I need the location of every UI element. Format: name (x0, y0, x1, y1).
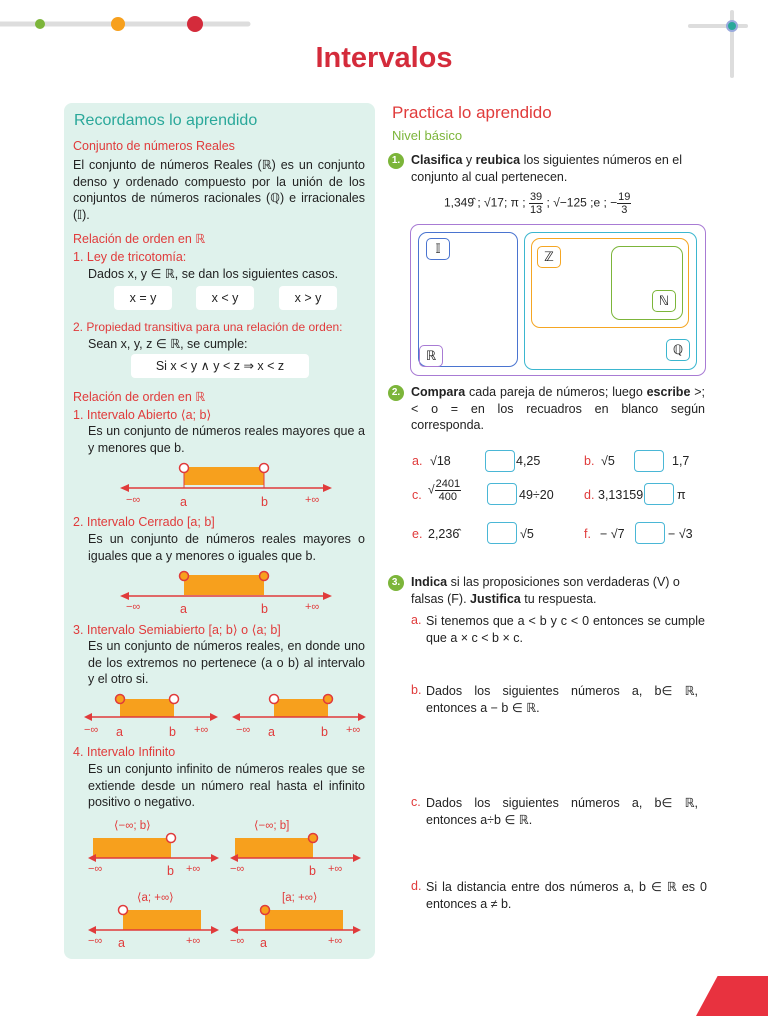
minf-label: −∞ (84, 724, 99, 736)
q3b-text: Dados los siguientes números a, b∈ ℝ, entonces a − b ∈ ℝ. (426, 684, 698, 715)
set-Z-label: ℤ (537, 246, 561, 268)
minf-label: −∞ (230, 935, 245, 947)
q2e-left: 2,236̂ (428, 527, 460, 541)
infinite-interval-title: 4. Intervalo Infinito (73, 745, 176, 759)
closed-interval-text: Es un conjunto de números reales mayores o iguales que a y menores o iguales que b. (88, 532, 365, 563)
page-title: Intervalos (315, 42, 453, 74)
q3c-label: c. (411, 795, 421, 809)
case-greater: x > y (279, 286, 337, 310)
semiopen-interval-title: 3. Intervalo Semiabierto [a; b⟩ o ⟨a; b] (73, 623, 281, 637)
inf-label-closed-right: [a; +∞⟩ (282, 892, 318, 904)
q2e-right: √5 (520, 527, 534, 541)
pinf-label: +∞ (328, 863, 343, 875)
minf-label: −∞ (88, 935, 103, 947)
b-label: b (261, 495, 268, 509)
q2b-answer-box[interactable] (634, 450, 664, 472)
b-label: b (309, 864, 316, 878)
progress-decoration (0, 14, 260, 34)
practice-heading: Practica lo aprendido (392, 103, 552, 122)
minf-label: −∞ (126, 494, 141, 506)
infinite-diagram-2 (230, 830, 366, 864)
semiopen-interval-text: Es un conjunto de números reales, en donde uno de los extremos no pertenece (a o b) al intervalo y el otro si. (88, 639, 365, 686)
q3d-text: Si la distancia entre dos números a, b ∈ ℝ es 0 entonces a ≠ b. (426, 880, 707, 911)
case-less: x < y (196, 286, 254, 310)
corner-decoration (696, 976, 768, 1016)
q3b-label: b. (411, 683, 422, 697)
pinf-label: +∞ (194, 724, 209, 736)
a-label: a (268, 725, 275, 739)
q2c-right: 49÷20 (519, 488, 554, 502)
recap-heading: Recordamos lo aprendido (74, 112, 258, 129)
q3a-label: a. (411, 613, 422, 627)
q2e-label: e. (412, 527, 423, 541)
q3c-text: Dados los siguientes números a, b∈ ℝ, entonces a÷b ∈ ℝ. (426, 796, 698, 827)
q2d-left: 3,13159 (598, 488, 644, 502)
minf-label: −∞ (126, 601, 141, 613)
b-label: b (169, 725, 176, 739)
q2f-answer-box[interactable] (635, 522, 665, 544)
q2b-left: √5 (601, 454, 615, 468)
pinf-label: +∞ (305, 494, 320, 506)
open-interval-title: 1. Intervalo Abierto ⟨a; b⟩ (73, 408, 212, 422)
order-title: Relación de orden en ℝ (73, 232, 206, 246)
infinite-interval-text: Es un conjunto infinito de números reales que se extiende desde un número real hasta el infinito positivo o negativo. (88, 762, 365, 809)
q2a-left: √18 (430, 454, 451, 468)
level-label: Nivel básico (392, 128, 463, 143)
q2d-right: π (677, 488, 686, 502)
minf-label: −∞ (230, 863, 245, 875)
inf-label-open-left: ⟨−∞; b⟩ (114, 820, 151, 832)
q1-number: 1. (388, 153, 404, 169)
a-label: a (118, 936, 125, 950)
q2c-left: √ $\frac{2401}{400}$ (428, 478, 461, 503)
intervals-title: Relación de orden en ℝ (73, 390, 206, 404)
q2-text: Compara cada pareja de números; luego escribe >; < o = en los recuadros en blanco según corresponda. (411, 385, 705, 432)
infinite-diagram-4 (230, 902, 366, 936)
closed-interval-title: 2. Intervalo Cerrado [a; b] (73, 515, 215, 529)
q2a-right: 4,25 (516, 454, 541, 468)
pinf-label: +∞ (346, 724, 361, 736)
semiopen-diagram-right (232, 692, 368, 726)
pinf-label: +∞ (305, 601, 320, 613)
b-label: b (167, 864, 174, 878)
transitive-text: Sean x, y, z ∈ ℝ, se cumple: (88, 337, 248, 351)
q3-text: Indica si las proposiciones son verdaderas (V) o falsas (F). Justifica tu respuesta. (411, 575, 680, 606)
q2f-right: − √3 (668, 527, 693, 541)
a-label: a (116, 725, 123, 739)
q1-text: Clasifica y reubica los siguientes números en el conjunto al cual pertenecen. (411, 153, 682, 184)
b-label: b (321, 725, 328, 739)
set-I-label: 𝕀 (426, 238, 450, 260)
pinf-label: +∞ (186, 863, 201, 875)
reals-title: Conjunto de números Reales (73, 139, 235, 153)
q2-number: 2. (388, 385, 404, 401)
a-label: a (180, 602, 187, 616)
transitive-formula: Si x < y ∧ y < z ⇒ x < z (131, 354, 309, 378)
trichotomy-title: 1. Ley de tricotomía: (73, 250, 187, 264)
pinf-label: +∞ (328, 935, 343, 947)
inf-label-open-right: ⟨a; +∞⟩ (137, 892, 174, 904)
case-equal: x = y (114, 286, 172, 310)
q1-numbers: 1,349̂ ; √17; π ; $\frac{39}{13}$ ; √−125 ;e ; − $\frac{19}{3}$ (444, 191, 631, 216)
b-label: b (261, 602, 268, 616)
q2d-answer-box[interactable] (644, 483, 674, 505)
q2a-answer-box[interactable] (485, 450, 515, 472)
transitive-title: 2. Propiedad transitiva para una relación de orden: (73, 320, 343, 334)
set-Q-label: ℚ (666, 339, 690, 361)
set-R-label: ℝ (419, 345, 443, 367)
open-interval-text: Es un conjunto de números reales mayores que a y menores que b. (88, 424, 365, 455)
infinite-diagram-1 (88, 830, 224, 864)
minf-label: −∞ (88, 863, 103, 875)
q3a-text: Si tenemos que a < b y c < 0 entonces se cumple que a × c < b × c. (426, 614, 705, 645)
q2c-label: c. (412, 488, 422, 502)
semiopen-diagram-left (84, 692, 220, 726)
q2a-label: a. (412, 454, 423, 468)
inf-label-closed-left: ⟨−∞; b] (254, 820, 290, 832)
trichotomy-text: Dados x, y ∈ ℝ, se dan los siguientes casos. (88, 267, 339, 281)
q3-number: 3. (388, 575, 404, 591)
a-label: a (180, 495, 187, 509)
q2e-answer-box[interactable] (487, 522, 517, 544)
q3d-label: d. (411, 879, 422, 893)
pinf-label: +∞ (186, 935, 201, 947)
q2b-right: 1,7 (672, 454, 690, 468)
reals-text: El conjunto de números Reales (ℝ) es un conjunto denso y ordenado compuesto por la unión de los conjuntos de números racionales (ℚ) e irracionales (𝕀). (73, 158, 365, 222)
q2c-answer-box[interactable] (487, 483, 517, 505)
q2f-left: − √7 (600, 527, 625, 541)
infinite-diagram-3 (88, 902, 224, 936)
q2f-label: f. (584, 527, 591, 541)
q2b-label: b. (584, 454, 595, 468)
q2d-label: d. (584, 488, 595, 502)
minf-label: −∞ (236, 724, 251, 736)
a-label: a (260, 936, 267, 950)
set-N-label: ℕ (652, 290, 676, 312)
